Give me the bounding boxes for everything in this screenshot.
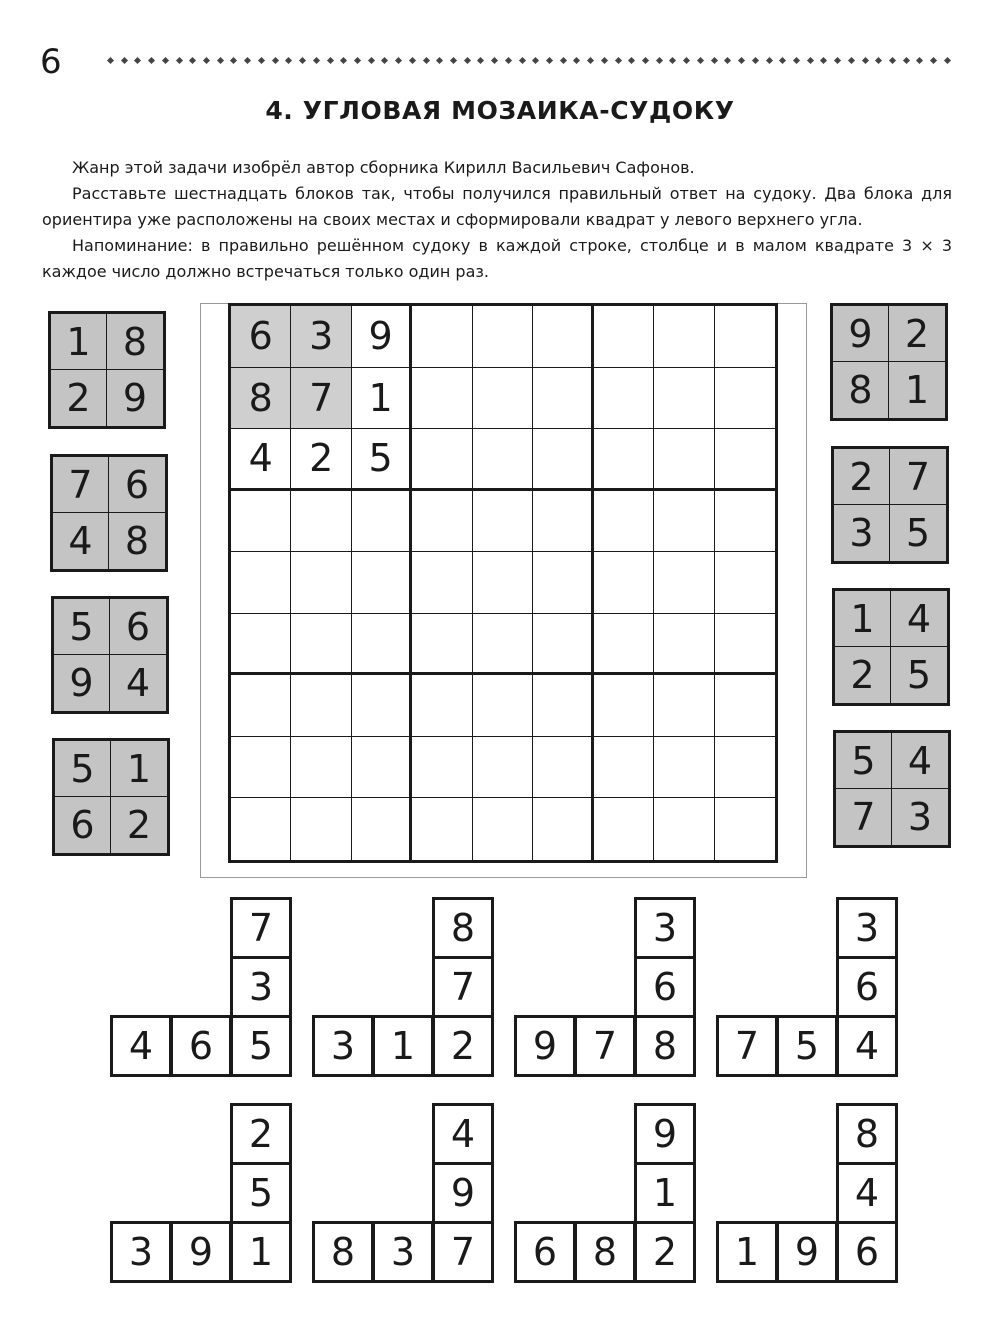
sudoku-cell[interactable] bbox=[352, 614, 412, 676]
sudoku-cell[interactable] bbox=[594, 429, 654, 491]
sudoku-cell[interactable] bbox=[231, 798, 291, 860]
sudoku-cell[interactable]: 1 bbox=[352, 368, 412, 430]
decorative-dot bbox=[354, 56, 361, 63]
sudoku-cell[interactable] bbox=[352, 798, 412, 860]
block-digit: 1 bbox=[634, 1162, 696, 1224]
decorative-dot bbox=[299, 56, 306, 63]
sudoku-cell[interactable]: 3 bbox=[291, 306, 351, 368]
sudoku-cell[interactable] bbox=[473, 614, 533, 676]
decorative-dot bbox=[409, 56, 416, 63]
block-digit: 8 bbox=[634, 1015, 696, 1077]
decorative-dot bbox=[861, 56, 868, 63]
decorative-dot bbox=[326, 56, 333, 63]
sudoku-cell[interactable] bbox=[291, 798, 351, 860]
block-digit: 4 bbox=[432, 1103, 494, 1165]
decorative-dot bbox=[889, 56, 896, 63]
corner-block[interactable] bbox=[716, 1103, 902, 1289]
block-digit: 1 bbox=[716, 1221, 778, 1283]
block-digit: 8 bbox=[574, 1221, 636, 1283]
sudoku-cell[interactable] bbox=[352, 491, 412, 553]
decorative-dot bbox=[724, 56, 731, 63]
decorative-dot bbox=[148, 56, 155, 63]
sudoku-cell[interactable] bbox=[412, 306, 472, 368]
decorative-dot bbox=[505, 56, 512, 63]
sudoku-cell[interactable] bbox=[533, 491, 593, 553]
sudoku-cell[interactable] bbox=[715, 306, 775, 368]
decorative-dot bbox=[587, 56, 594, 63]
sudoku-cell[interactable] bbox=[412, 737, 472, 799]
block-digit: 1 bbox=[835, 591, 891, 647]
decorative-dot bbox=[752, 56, 759, 63]
block-digit: 3 bbox=[836, 897, 898, 959]
block-digit: 6 bbox=[170, 1015, 232, 1077]
block-digit: 6 bbox=[110, 599, 166, 655]
decorative-dot bbox=[532, 56, 539, 63]
sudoku-cell[interactable] bbox=[654, 737, 714, 799]
sudoku-cell[interactable]: 9 bbox=[352, 306, 412, 368]
sudoku-cell[interactable] bbox=[715, 675, 775, 737]
sudoku-cell[interactable] bbox=[412, 491, 472, 553]
block-digit: 7 bbox=[230, 897, 292, 959]
block-digit: 2 bbox=[634, 1221, 696, 1283]
decorative-dot bbox=[189, 56, 196, 63]
block-digit: 3 bbox=[634, 897, 696, 959]
decorative-dot bbox=[546, 56, 553, 63]
sudoku-cell[interactable] bbox=[412, 614, 472, 676]
sudoku-cell[interactable] bbox=[654, 798, 714, 860]
decorative-dot bbox=[107, 56, 114, 63]
decorative-dot bbox=[121, 56, 128, 63]
sudoku-cell[interactable] bbox=[594, 798, 654, 860]
block-digit: 7 bbox=[53, 457, 109, 513]
sudoku-cell[interactable]: 4 bbox=[231, 429, 291, 491]
sudoku-cell[interactable] bbox=[473, 491, 533, 553]
sudoku-cell[interactable] bbox=[352, 675, 412, 737]
sudoku-cell[interactable]: 7 bbox=[291, 368, 351, 430]
instructions-paragraph-3: Напоминание: в правильно решённом судоку в каждой строке, столбце и в малом квадрате 3 × 3 каждое число должно встречаться только один раз. bbox=[42, 236, 952, 281]
decorative-dot bbox=[244, 56, 251, 63]
decorative-dot bbox=[230, 56, 237, 63]
block-digit: 1 bbox=[372, 1015, 434, 1077]
decorative-dot bbox=[916, 56, 923, 63]
sudoku-cell[interactable] bbox=[533, 737, 593, 799]
decorative-dot bbox=[340, 56, 347, 63]
decorative-dot bbox=[203, 56, 210, 63]
sudoku-cell[interactable] bbox=[473, 737, 533, 799]
block-digit: 8 bbox=[833, 362, 889, 418]
sudoku-cell[interactable] bbox=[352, 737, 412, 799]
decorative-dot bbox=[765, 56, 772, 63]
block-digit: 3 bbox=[834, 505, 890, 561]
block-digit: 9 bbox=[776, 1221, 838, 1283]
sudoku-cell[interactable] bbox=[291, 491, 351, 553]
decorative-dot bbox=[162, 56, 169, 63]
sudoku-cell[interactable] bbox=[412, 429, 472, 491]
sudoku-cell[interactable] bbox=[291, 552, 351, 614]
sudoku-cell[interactable] bbox=[654, 552, 714, 614]
decorative-dot bbox=[807, 56, 814, 63]
square-block[interactable] bbox=[833, 730, 951, 848]
sudoku-cell[interactable] bbox=[412, 552, 472, 614]
sudoku-cell[interactable] bbox=[533, 675, 593, 737]
sudoku-cell[interactable] bbox=[594, 306, 654, 368]
sudoku-cell[interactable] bbox=[533, 552, 593, 614]
puzzle-title: 4. УГЛОВАЯ МОЗАИКА-СУДОКУ bbox=[265, 96, 735, 125]
decorative-dot bbox=[134, 56, 141, 63]
block-digit: 7 bbox=[432, 956, 494, 1018]
instructions-text bbox=[42, 155, 952, 285]
sudoku-cell[interactable]: 2 bbox=[291, 429, 351, 491]
decorative-dot bbox=[628, 56, 635, 63]
block-digit: 9 bbox=[54, 655, 110, 711]
block-digit: 5 bbox=[230, 1162, 292, 1224]
block-digit: 4 bbox=[110, 1015, 172, 1077]
block-digit: 9 bbox=[432, 1162, 494, 1224]
sudoku-cell[interactable] bbox=[291, 614, 351, 676]
block-digit: 5 bbox=[54, 599, 110, 655]
block-digit: 9 bbox=[514, 1015, 576, 1077]
block-digit: 1 bbox=[51, 314, 107, 370]
sudoku-cell[interactable] bbox=[412, 368, 472, 430]
corner-block[interactable] bbox=[716, 897, 902, 1083]
decorative-dot bbox=[560, 56, 567, 63]
sudoku-cell[interactable] bbox=[533, 429, 593, 491]
decorative-dot bbox=[368, 56, 375, 63]
block-digit: 1 bbox=[230, 1221, 292, 1283]
decorative-dot bbox=[875, 56, 882, 63]
block-digit: 4 bbox=[125, 661, 151, 705]
square-block[interactable] bbox=[50, 454, 168, 572]
block-digit: 9 bbox=[122, 376, 148, 420]
block-digit: 2 bbox=[834, 449, 890, 505]
square-block[interactable] bbox=[832, 588, 950, 706]
sudoku-cell[interactable] bbox=[594, 491, 654, 553]
sudoku-cell[interactable] bbox=[291, 737, 351, 799]
block-digit: 3 bbox=[312, 1015, 374, 1077]
block-digit: 5 bbox=[906, 653, 932, 697]
decorative-dot bbox=[464, 56, 471, 63]
block-digit: 2 bbox=[51, 370, 107, 426]
decorative-dot bbox=[848, 56, 855, 63]
block-digit: 1 bbox=[111, 741, 167, 797]
decorative-dot bbox=[820, 56, 827, 63]
decorative-dot bbox=[793, 56, 800, 63]
decorative-dot bbox=[697, 56, 704, 63]
square-block[interactable] bbox=[48, 311, 166, 429]
block-digit: 8 bbox=[124, 519, 150, 563]
decorative-dot bbox=[272, 56, 279, 63]
decorative-dot bbox=[779, 56, 786, 63]
sudoku-cell[interactable] bbox=[412, 798, 472, 860]
decorative-dot bbox=[381, 56, 388, 63]
block-digit: 6 bbox=[634, 956, 696, 1018]
square-block[interactable] bbox=[830, 303, 948, 421]
decorative-dot bbox=[450, 56, 457, 63]
sudoku-cell[interactable]: 6 bbox=[231, 306, 291, 368]
corner-block[interactable] bbox=[514, 1103, 700, 1289]
block-digit: 4 bbox=[892, 733, 948, 789]
sudoku-cell[interactable] bbox=[533, 306, 593, 368]
block-digit: 2 bbox=[230, 1103, 292, 1165]
block-digit: 3 bbox=[230, 956, 292, 1018]
sudoku-cell[interactable] bbox=[594, 737, 654, 799]
block-digit: 8 bbox=[312, 1221, 374, 1283]
sudoku-cell[interactable] bbox=[654, 491, 714, 553]
sudoku-cell[interactable] bbox=[231, 675, 291, 737]
sudoku-cell[interactable] bbox=[473, 798, 533, 860]
decorative-dot bbox=[711, 56, 718, 63]
decorative-dot bbox=[834, 56, 841, 63]
block-digit: 7 bbox=[836, 789, 892, 845]
square-block[interactable] bbox=[831, 446, 949, 564]
sudoku-cell[interactable] bbox=[715, 491, 775, 553]
block-digit: 6 bbox=[836, 1221, 898, 1283]
decorative-dot bbox=[258, 56, 265, 63]
block-digit: 7 bbox=[890, 449, 946, 505]
block-digit: 4 bbox=[836, 1015, 898, 1077]
block-digit: 4 bbox=[53, 513, 109, 569]
block-digit: 4 bbox=[891, 591, 947, 647]
sudoku-cell[interactable] bbox=[473, 675, 533, 737]
sudoku-cell[interactable] bbox=[473, 429, 533, 491]
decorative-dot bbox=[738, 56, 745, 63]
sudoku-cell[interactable] bbox=[412, 675, 472, 737]
sudoku-cell[interactable] bbox=[231, 552, 291, 614]
decorative-dot bbox=[683, 56, 690, 63]
block-digit: 5 bbox=[55, 741, 111, 797]
sudoku-cell[interactable] bbox=[715, 552, 775, 614]
decorative-dot bbox=[944, 56, 951, 63]
decorative-dot bbox=[313, 56, 320, 63]
sudoku-cell[interactable] bbox=[654, 675, 714, 737]
block-digit: 5 bbox=[776, 1015, 838, 1077]
sudoku-cell[interactable] bbox=[715, 737, 775, 799]
decorative-dot bbox=[642, 56, 649, 63]
decorative-dot bbox=[395, 56, 402, 63]
sudoku-cell[interactable] bbox=[715, 614, 775, 676]
decorative-dot bbox=[573, 56, 580, 63]
sudoku-cell[interactable] bbox=[654, 368, 714, 430]
sudoku-cell[interactable] bbox=[352, 552, 412, 614]
block-digit: 5 bbox=[905, 511, 931, 555]
sudoku-cell[interactable] bbox=[231, 614, 291, 676]
decorative-dot bbox=[217, 56, 224, 63]
decorative-dot bbox=[519, 56, 526, 63]
decorative-dot bbox=[176, 56, 183, 63]
block-digit: 4 bbox=[836, 1162, 898, 1224]
sudoku-cell[interactable]: 5 bbox=[352, 429, 412, 491]
instructions-paragraph-1: Жанр этой задачи изобрёл автор сборника Кирилл Васильевич Сафонов. bbox=[72, 158, 695, 177]
sudoku-cell[interactable] bbox=[533, 798, 593, 860]
block-digit: 1 bbox=[904, 368, 930, 412]
block-digit: 5 bbox=[836, 733, 892, 789]
square-block[interactable] bbox=[52, 738, 170, 856]
sudoku-board bbox=[228, 303, 778, 863]
sudoku-cell[interactable]: 8 bbox=[231, 368, 291, 430]
sudoku-cell[interactable] bbox=[291, 675, 351, 737]
sudoku-cell[interactable] bbox=[715, 368, 775, 430]
sudoku-cell[interactable] bbox=[715, 429, 775, 491]
decorative-dot bbox=[930, 56, 937, 63]
page-number: 6 bbox=[40, 42, 62, 82]
block-digit: 2 bbox=[889, 306, 945, 362]
block-digit: 2 bbox=[835, 647, 891, 703]
sudoku-cell[interactable] bbox=[473, 306, 533, 368]
decorative-dot bbox=[436, 56, 443, 63]
sudoku-cell[interactable] bbox=[231, 491, 291, 553]
decorative-dot bbox=[601, 56, 608, 63]
sudoku-cell[interactable] bbox=[231, 737, 291, 799]
block-digit: 9 bbox=[170, 1221, 232, 1283]
block-digit: 2 bbox=[126, 803, 152, 847]
sudoku-cell[interactable] bbox=[473, 368, 533, 430]
block-digit: 6 bbox=[55, 797, 111, 853]
sudoku-cell[interactable] bbox=[594, 552, 654, 614]
decorative-dot bbox=[615, 56, 622, 63]
corner-block[interactable] bbox=[312, 897, 498, 1083]
sudoku-cell[interactable] bbox=[594, 675, 654, 737]
decorative-dot bbox=[491, 56, 498, 63]
block-digit: 9 bbox=[833, 306, 889, 362]
block-digit: 5 bbox=[230, 1015, 292, 1077]
block-digit: 7 bbox=[574, 1015, 636, 1077]
sudoku-cell[interactable] bbox=[594, 368, 654, 430]
sudoku-cell[interactable] bbox=[654, 306, 714, 368]
decorative-dot bbox=[285, 56, 292, 63]
block-digit: 8 bbox=[836, 1103, 898, 1165]
block-digit: 8 bbox=[432, 897, 494, 959]
decorative-dot bbox=[669, 56, 676, 63]
decorative-dot bbox=[903, 56, 910, 63]
block-digit: 3 bbox=[372, 1221, 434, 1283]
sudoku-cell[interactable] bbox=[715, 798, 775, 860]
block-digit: 6 bbox=[514, 1221, 576, 1283]
block-digit: 3 bbox=[110, 1221, 172, 1283]
sudoku-cell[interactable] bbox=[533, 368, 593, 430]
square-block[interactable] bbox=[51, 596, 169, 714]
corner-block[interactable] bbox=[110, 1103, 296, 1289]
block-digit: 9 bbox=[634, 1103, 696, 1165]
corner-block[interactable] bbox=[514, 897, 700, 1083]
corner-block[interactable] bbox=[312, 1103, 498, 1289]
block-digit: 6 bbox=[836, 956, 898, 1018]
block-digit: 8 bbox=[107, 314, 163, 370]
sudoku-cell[interactable] bbox=[473, 552, 533, 614]
block-digit: 6 bbox=[109, 457, 165, 513]
block-digit: 2 bbox=[432, 1015, 494, 1077]
decorative-dot bbox=[422, 56, 429, 63]
sudoku-cell[interactable] bbox=[533, 614, 593, 676]
sudoku-cell[interactable] bbox=[654, 614, 714, 676]
corner-block[interactable] bbox=[110, 897, 296, 1083]
instructions-paragraph-2: Расставьте шестнадцать блоков так, чтобы получился правильный ответ на судоку. Два блока для ориентира уже расположены на своих местах и сформировали квадрат у левого верхнего угла. bbox=[42, 184, 952, 229]
block-digit: 3 bbox=[907, 795, 933, 839]
block-digit: 7 bbox=[432, 1221, 494, 1283]
sudoku-cell[interactable] bbox=[594, 614, 654, 676]
decorative-dot bbox=[656, 56, 663, 63]
block-digit: 7 bbox=[716, 1015, 778, 1077]
decorative-dot bbox=[477, 56, 484, 63]
decorative-dot-rule bbox=[108, 50, 950, 70]
sudoku-cell[interactable] bbox=[654, 429, 714, 491]
